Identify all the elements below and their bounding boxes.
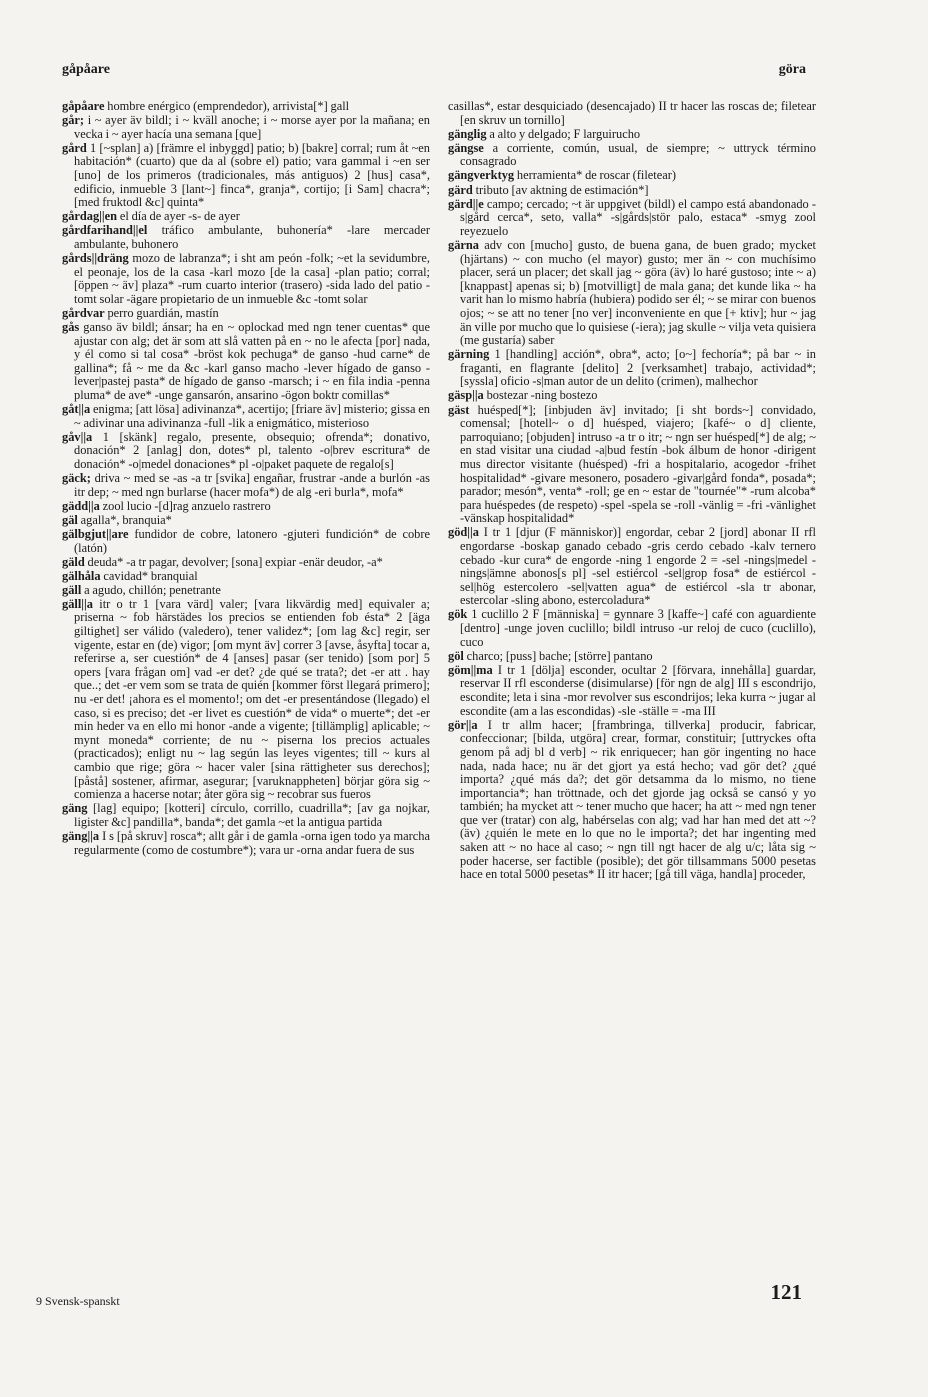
dictionary-entry bbox=[62, 556, 430, 570]
entry-definition: a alto y delgado; F larguirucho bbox=[489, 126, 641, 141]
entry-definition: [lag] equipo; [kotteri] círculo, corrillo, cuadrilla*; [av ga nojkar, ligister &c] pandilla*, banda*; det gamla ~et la antigua partida bbox=[74, 801, 430, 829]
entry-headword: gärna bbox=[448, 237, 479, 252]
entry-headword: gås bbox=[62, 320, 80, 334]
entry-definition: campo; cercado; ~t är uppgivet (bildl) el campo está abandonado -s|gård cerca*, seto, valla* -s|gårds|stör palo, estaca* -smyg zool reyezuelo bbox=[460, 196, 816, 238]
entry-headword: gängverktyg bbox=[448, 168, 515, 183]
dictionary-entry bbox=[448, 169, 816, 183]
dictionary-entry bbox=[448, 650, 816, 664]
left-guide-word: gåpåare bbox=[62, 62, 110, 77]
page-number: 121 bbox=[770, 1280, 802, 1304]
entry-definition: el día de ayer -s- de ayer bbox=[119, 209, 240, 224]
entry-headword: gänglig bbox=[448, 126, 487, 141]
entry-definition: charco; [puss] bache; [större] pantano bbox=[466, 648, 653, 663]
entry-definition: agalla*, branquia* bbox=[80, 512, 172, 527]
entry-headword: gäll bbox=[62, 582, 82, 597]
entry-definition: huésped[*]; [inbjuden äv] invitado; [i sht bords~] convidado, comensal; [hotell~ o d] huésped, viajero; [kafé~ o d] cliente, parroquiano; [objuden] intruso -a tr o itr; ~ ngn ser huésped[*] de alg; ~ en stad visitar una ciudad -a|bud festín -bok álbum de honor -dirigent mus director visitante (huésped) -fri a hospitalario, acogedor -frihet hospitalidad* -givare mesonero, posadero -givar|gård fonda*, posada*; parador; mesón*, venta* -roll; ge en ~ estar de "tournée"* -rum alcoba* para huéspedes (de respeto) -spel -spela se -roll -vänlig = -fri -vänlighet -vänskap hospitalidad* bbox=[460, 402, 816, 526]
entry-definition: cavidad* branquial bbox=[103, 568, 198, 583]
entry-definition: zool lucio -[d]rag anzuelo rastrero bbox=[102, 498, 271, 513]
entry-definition: enigma; [att lösa] adivinanza*, acertijo; [friare äv] misterio; gissa en ~ adivinar una adivinanza -full -lik a enigmático, misterioso bbox=[74, 402, 430, 430]
entry-definition: perro guardián, mastín bbox=[107, 305, 219, 320]
dictionary-entry bbox=[448, 608, 816, 649]
dictionary-entry bbox=[448, 142, 816, 169]
entry-definition: I s [på skruv] rosca*; allt går i de gamla -orna igen todo ya marcha regularmente (como de costumbre*); vara ur -orna andar fuera de sus bbox=[74, 828, 430, 857]
entry-definition: I tr allm hacer; [frambringa, tillverka] producir, fabricar, confeccionar; [bilda, utgöra] crear, formar, constituir; [uttryckes ofta genom på adj bl d verb] ~ rik enriquecer; han gör ingenting no hace nada, nada hace; nu är det gjort ya está hecho; vad gör det? ¿qué importa? ¿qué más da?; det gör detsamma da lo mismo, no tiene importancia*; han tröttnade, och det gjorde jag också se cansó y yo también; ha mycket att ~ tener mucho que hacer; ha att ~ med ngn tener que ver (tratar) con alg, habérselas con alg; vad har han med det att ~? (äv) ¿quién le mete en lo que no le importa?; det har ingenting med saken att ~ no hace al caso; ~ ngn till ngt hacer de alg u/c; låta sig ~ poder hacerse, ser factible (posible); det gör tillsammans 5000 pesetas hace en total 5000 pesetas* II itr hacer; [gå till väga, handla] proceder, bbox=[460, 717, 816, 882]
entry-headword: gäl bbox=[62, 512, 78, 527]
dictionary-entry bbox=[448, 198, 816, 239]
dictionary-entry bbox=[448, 184, 816, 198]
entry-definition: 1 [skänk] regalo, presente, obsequio; ofrenda*; donativo, donación* 2 [anlag] don, dotes* pl, talento -o|brev escritura* de donación* -o|medel donaciones* pl -o|paket paquete de regalo[s] bbox=[74, 429, 430, 471]
dictionary-entry bbox=[62, 100, 430, 114]
entry-headword: gåpåare bbox=[62, 99, 105, 113]
entry-definition: i ~ ayer äv bildl; i ~ kväll anoche; i ~ morse ayer por la mañana; en vecka i ~ ayer hacía una semana [que] bbox=[74, 113, 430, 141]
entry-definition: bostezar -ning bostezo bbox=[486, 388, 598, 403]
left-column bbox=[62, 100, 430, 858]
entry-definition: hombre enérgico (emprendedor), arrivista[*] gall bbox=[107, 99, 350, 113]
dictionary-entry bbox=[62, 584, 430, 598]
entry-headword: gård bbox=[62, 140, 87, 155]
entry-headword: gäsp||a bbox=[448, 388, 484, 403]
right-guide-word: göra bbox=[778, 62, 806, 77]
dictionary-entry bbox=[62, 252, 430, 306]
entry-headword: gärning bbox=[448, 347, 490, 362]
entry-headword: gäll||a bbox=[62, 596, 93, 611]
dictionary-entry bbox=[62, 114, 430, 141]
entry-headword: gårdag||en bbox=[62, 209, 118, 224]
entry-headword: gårds||dräng bbox=[62, 251, 129, 266]
dictionary-entry bbox=[448, 239, 816, 348]
dictionary-entry bbox=[62, 142, 430, 210]
entry-headword: gäng||a bbox=[62, 828, 100, 843]
dictionary-entry bbox=[62, 500, 430, 514]
entry-headword: gäld bbox=[62, 554, 85, 569]
entry-definition: I tr 1 [djur (F människor)] engordar, cebar 2 [jord] abonar II rfl engordarse -boskap ganado cebado -gris cerdo cebado -kalv ternero cebado -kur cura* de engorde -ning 1 engorde 2 = -sel -nings|medel -nings|ämne abonos[s pl] -sel estiércol -sel|grop fosa* de estiércol -sel|hög estercolero -sel|vatten agua* de estiércol -sla tr abonar, estercolar -sling abono, estercoladura* bbox=[460, 525, 816, 608]
dictionary-entry bbox=[448, 526, 816, 608]
dictionary-entry bbox=[62, 431, 430, 472]
entry-headword: gärd bbox=[448, 182, 473, 197]
entry-definition: a corriente, común, usual, de siempre; ~ uttryck término consagrado bbox=[460, 140, 816, 169]
dictionary-entry bbox=[62, 598, 430, 802]
entry-headword: gåt||a bbox=[62, 402, 91, 417]
dictionary-entry bbox=[448, 100, 816, 127]
entry-definition: adv con [mucho] gusto, de buena gana, de buen grado; mycket (hjärtans) ~ con mucho (el mayor) gusto; mer än ~ con muchísimo placer, será un placer; det skall jag ~ göra (äv) lo haré gustoso; inte ~ a) [knappast] apenas si; b) [motvilligt] de mala gana; det kunde lika ~ ha varit han lo mismo habría (hubiera) podido ser él; ~ se mirar con buenos ojos; ~ se att no tener [no ver] inconveniente en que [+ ktiv]; hur ~ jag än ville por mucho que lo quisiese (-iera); jag skulle ~ vilja veta quisiera (me gustaría) saber bbox=[460, 237, 816, 348]
entry-headword: göd||a bbox=[448, 525, 479, 540]
entry-definition: tráfico ambulante, buhonería* -lare mercader ambulante, buhonero bbox=[74, 223, 430, 251]
entry-headword: gårdfarihand||el bbox=[62, 223, 148, 238]
dictionary-entry bbox=[62, 802, 430, 829]
dictionary-entry bbox=[62, 403, 430, 430]
entry-definition: 1 [handling] acción*, obra*, acto; [o~] fechoría*; på bar ~ in fraganti, en flagrante [delito] 2 [verksamhet] trabajo, actividad*; [syssla] oficio -s|man autor de un delito (crimen), malhechor bbox=[460, 347, 816, 389]
entry-headword: göl bbox=[448, 648, 464, 663]
dictionary-entry bbox=[448, 128, 816, 142]
entry-definition: casillas*, estar desquiciado (desencajado) II tr hacer las roscas de; filetear [en skruv un tornillo] bbox=[448, 99, 816, 127]
entry-headword: gök bbox=[448, 607, 468, 622]
entry-headword: gädd||a bbox=[62, 498, 100, 513]
dictionary-entry bbox=[62, 307, 430, 321]
entry-headword: gärd||e bbox=[448, 196, 484, 211]
dictionary-entry bbox=[448, 719, 816, 882]
entry-headword: gäng bbox=[62, 801, 88, 816]
entry-headword: gängse bbox=[448, 140, 484, 155]
entry-definition: driva ~ med se -as -a tr [svika] engañar, frustrar -ande a burlón -as itr dep; ~ med ngn burlarse (hacer mofa*) de alg -eri burla*, mofa* bbox=[74, 471, 430, 499]
entry-headword: göm||ma bbox=[448, 662, 493, 677]
dictionary-entry bbox=[448, 389, 816, 403]
entry-headword: gåv||a bbox=[62, 429, 93, 444]
entry-definition: I tr 1 [dölja] esconder, ocultar 2 [förvara, innehålla] guardar, reservar II rfl esconderse (disimularse) [för ngn de alg] III s escondrijo, escondite; leta i sina -mor revolver sus escondrijos; leka kurra ~ jugar al escondite (am a las escondidas) -sle -ställe = -ma III bbox=[460, 662, 816, 718]
entry-headword: går; bbox=[62, 113, 85, 128]
entry-headword: gör||a bbox=[448, 717, 478, 732]
entry-headword: gårdvar bbox=[62, 305, 105, 320]
dictionary-entry bbox=[448, 348, 816, 389]
entry-definition: tributo [av aktning de estimación*] bbox=[475, 182, 649, 197]
entry-definition: deuda* -a tr pagar, devolver; [sona] expiar -enär deudor, -a* bbox=[87, 554, 383, 569]
entry-headword: gälhåla bbox=[62, 568, 101, 583]
signature-mark: 9 Svensk-spanskt bbox=[36, 1294, 120, 1308]
dictionary-entry bbox=[62, 830, 430, 857]
entry-definition: 1 cuclillo 2 F [människa] = gynnare 3 [kaffe~] café con aguardiente [dentro] -unge joven cuclillo; bildl intruso -ur reloj de cuco (cuclillo), cuco bbox=[460, 607, 816, 649]
entry-definition: a agudo, chillón; penetrante bbox=[84, 582, 221, 597]
dictionary-entry bbox=[448, 664, 816, 718]
entry-headword: gäck; bbox=[62, 471, 91, 486]
entry-definition: mozo de labranza*; i sht am peón -folk; ~et la sevidumbre, el peonaje, los de la casa -karl mozo [de la casa] -plan patio; corral; [öppen ~ äv] plaza* -rum cuarto interior (trasero) -sida lado del patio -tomt solar -ägare propietario de un inmueble &c -tomt solar bbox=[74, 251, 430, 306]
dictionary-entry bbox=[62, 224, 430, 251]
dictionary-entry bbox=[62, 528, 430, 555]
entry-definition: itr o tr 1 [vara värd] valer; [vara likvärdig med] equivaler a; priserna ~ fob härstädes los precios se entienden fob ésta* 2 [äga giltighet] ser válido (valedero), tener validez*; [om lag &c] regir, ser vigente, estar en (de) vigor; [om mynt äv] correr 3 [avse, åsyfta] tocar a, referirse a, ser cuestión* de 4 [anses] pasar (ser tenido) [som por] 5 opers [vara frågan om] vad -er det? ¿de qué se trata?; det -er att . hay que..; det -er vem som se trata de quién [kommer först llegará primero]; nu -er det! ¡ahora es el momento!; om det -er presentándose (llegado) el caso, si es preciso; det -er livet es cuestión* de vida* o muerte*; det -er min heder va en ello mi honor -ande a vigente; [tillämplig] aplicable; ~ mynt moneda* corriente; de nu ~ piserna los precios actuales (practicados); enligt nu ~ lag según las leyes vigentes; till ~ kurs al cambio que rige; göra ~ hacer valer [sina rättigheter sus derechos]; [påstå] sostener, afirmar, asegurar; [varuknappheten] börjar göra sig ~ comienza a hacerse notar; åter göra sig ~ recobrar sus fueros bbox=[74, 596, 430, 802]
dictionary-entry bbox=[62, 514, 430, 528]
entry-definition: ganso äv bildl; ánsar; ha en ~ oplockad med ngn tener cuentas* que ajustar con alg; det är som att slå vatten på en ~ no le afecta [por] nada, y él como si tal cosa* -bröst kok pechuga* de ganso -hud carne* de gallina*; få ~ me da &c -karl ganso macho -lever hígado de ganso -lever|pastej pasta* de hígado de ganso -marsch; i ~ en fila india -penna pluma* de ave* -unge gansarón, ansarino -ögon boktr comillas* bbox=[74, 320, 430, 402]
entry-headword: gäst bbox=[448, 402, 470, 417]
dictionary-entry bbox=[448, 404, 816, 526]
right-column bbox=[448, 100, 816, 882]
entry-headword: gälbgjut||are bbox=[62, 526, 129, 541]
dictionary-entry bbox=[62, 321, 430, 403]
dictionary-entry bbox=[62, 570, 430, 584]
entry-definition: herramienta* de roscar (filetear) bbox=[516, 168, 676, 183]
entry-definition: fundidor de cobre, latonero -gjuteri fundición* de cobre (latón) bbox=[74, 526, 430, 555]
dictionary-entry bbox=[62, 472, 430, 499]
dictionary-entry bbox=[62, 210, 430, 224]
entry-definition: 1 [~splan] a) [främre el inbyggd] patio; b) [bakre] corral; rum åt ~en habitación* (cuarto) que da al (sobre el) patio; vara gammal i ~en ser [uno] de los primeros (tradicionales, más antiguos) 2 [hus] casa*, edificio, inmueble 3 [lant~] finca*, granja*, cortijo; [i Sam] chacra*; [med fruktodl &c] quinta* bbox=[74, 140, 430, 210]
